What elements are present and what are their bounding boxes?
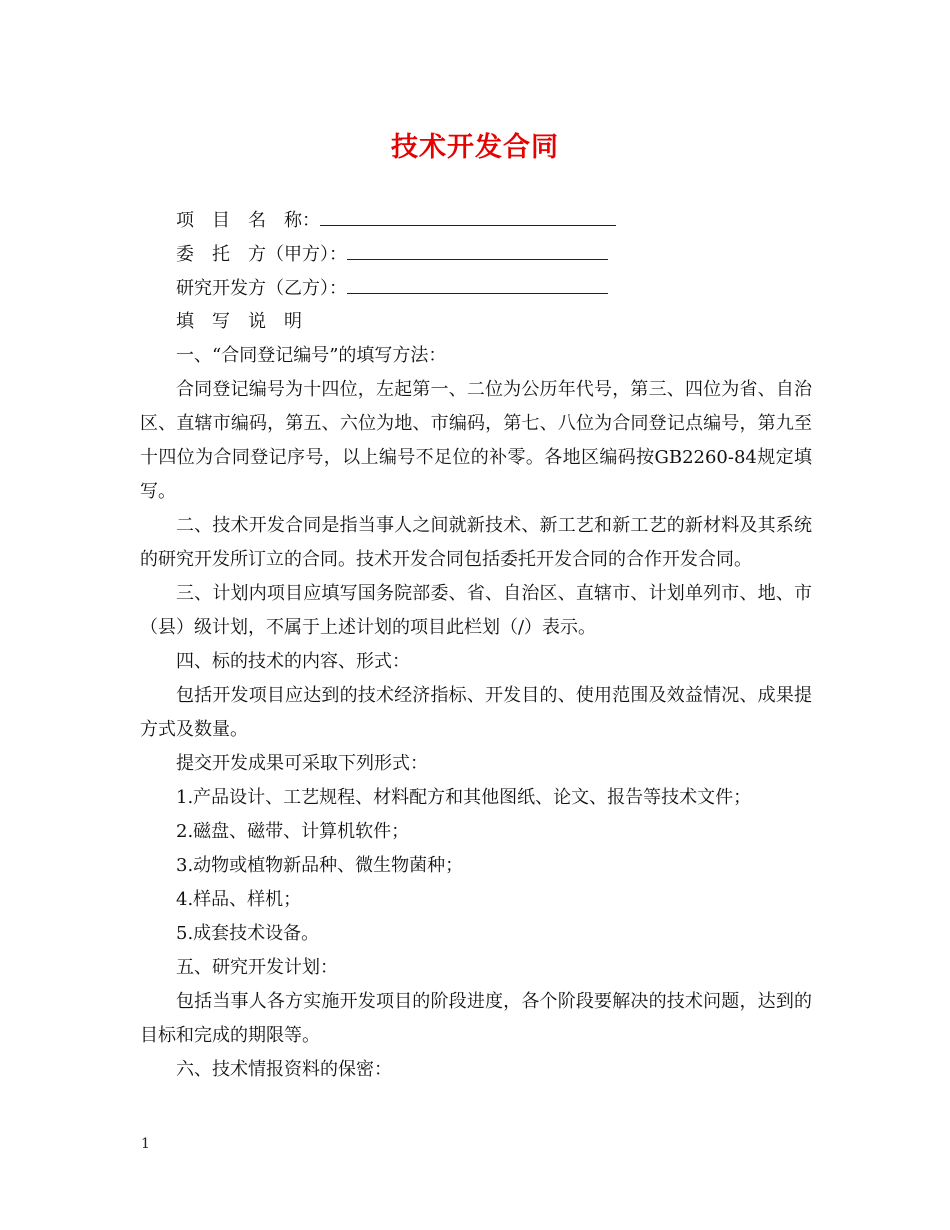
field-label: 项 目 名 称： bbox=[176, 210, 320, 231]
blank-line bbox=[347, 271, 608, 294]
paragraph: 五、研究开发计划： bbox=[176, 957, 338, 978]
field-label: 研究开发方（乙方）： bbox=[176, 278, 347, 299]
list-item: 4.样品、样机； bbox=[176, 889, 302, 910]
paragraph-list bbox=[140, 339, 812, 1087]
document-body bbox=[140, 203, 812, 1087]
paragraph: 包括当事人各方实施开发项目的阶段进度，各个阶段要解决的技术问题，达到的目标和完成的期限等。 bbox=[140, 991, 812, 1046]
document-title: 技术开发合同 bbox=[391, 132, 559, 163]
instructions-heading: 填 写 说 明 bbox=[176, 311, 302, 332]
blank-line bbox=[320, 203, 616, 226]
paragraph: 提交开发成果可采取下列形式： bbox=[176, 753, 428, 774]
paragraph: 合同登记编号为十四位，左起第一、二位为公历年代号，第三、四位为省、自治区、直辖市编码，第五、六位为地、市编码，第七、八位为合同登记点编号，第九至十四位为合同登记序号，以上编号不足位的补零。各地区编码按GB2260-84规定填写。 bbox=[140, 379, 812, 502]
paragraph: 三、计划内项目应填写国务院部委、省、自治区、直辖市、计划单列市、地、市（县）级计划，不属于上述计划的项目此栏划（/）表示。 bbox=[140, 583, 812, 638]
field-project-name bbox=[140, 203, 812, 237]
paragraph: 四、标的技术的内容、形式： bbox=[176, 651, 410, 672]
list-item: 2.磁盘、磁带、计算机软件； bbox=[176, 821, 410, 842]
page-number: 1 bbox=[141, 1136, 150, 1152]
paragraph: 六、技术情报资料的保密： bbox=[176, 1059, 392, 1080]
field-party-a bbox=[140, 237, 812, 271]
paragraph: 二、技术开发合同是指当事人之间就新技术、新工艺和新工艺的新材料及其系统的研究开发所订立的合同。技术开发合同包括委托开发合同的合作开发合同。 bbox=[140, 515, 812, 570]
list-item: 5.成套技术设备。 bbox=[176, 923, 320, 944]
list-item: 1.产品设计、工艺规程、材料配方和其他图纸、论文、报告等技术文件； bbox=[176, 787, 752, 808]
blank-line bbox=[347, 237, 608, 260]
paragraph: 一、“合同登记编号”的填写方法： bbox=[176, 345, 447, 366]
field-party-b bbox=[140, 271, 812, 305]
list-item: 3.动物或植物新品种、微生物菌种； bbox=[176, 855, 464, 876]
paragraph: 包括开发项目应达到的技术经济指标、开发目的、使用范围及效益情况、成果提方式及数量。 bbox=[140, 685, 812, 740]
field-label: 委 托 方（甲方）： bbox=[176, 244, 347, 265]
